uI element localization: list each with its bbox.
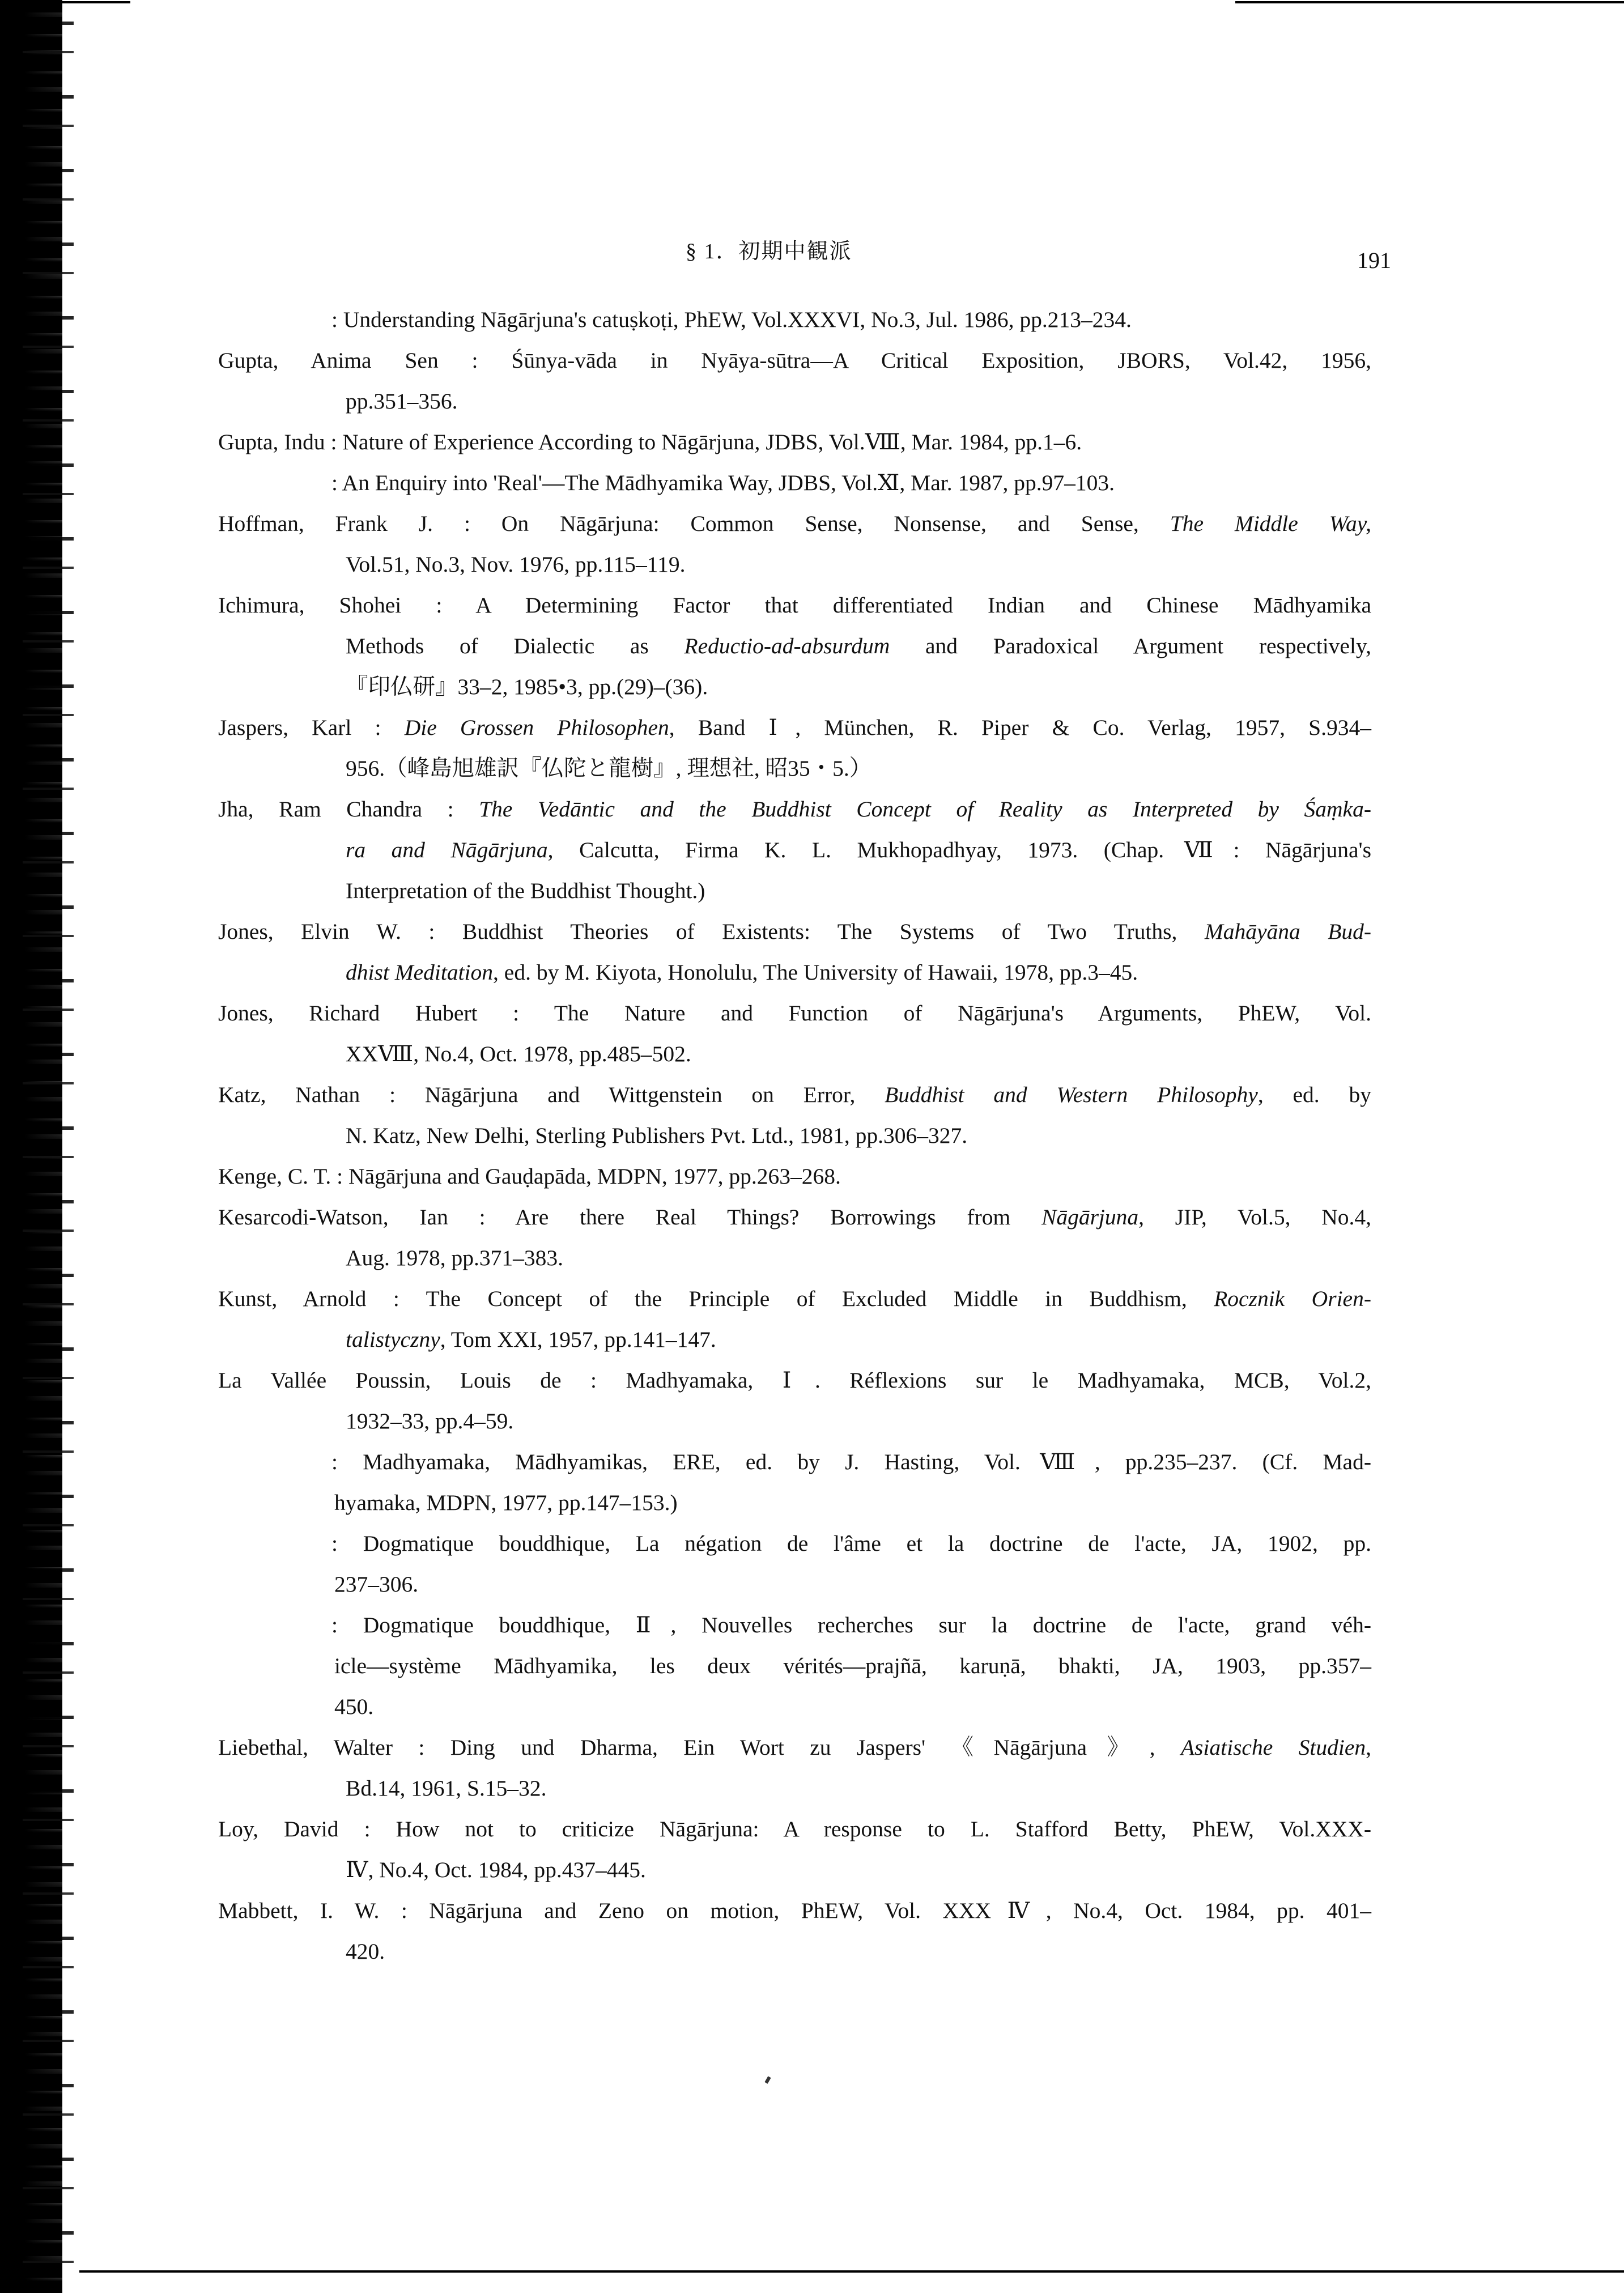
entry-first-line xyxy=(218,1278,1371,1319)
entry-first-line xyxy=(218,911,1371,952)
entry-first-line xyxy=(218,789,1371,829)
entry-first-line xyxy=(218,707,1371,748)
entry-continuation-line xyxy=(218,1115,1371,1156)
bibliography-ditto-entry xyxy=(218,1523,1371,1605)
entry-text: , ed. by xyxy=(1257,1082,1371,1107)
entry-continuation-line xyxy=(218,1768,1371,1809)
entry-text: Hoffman, Frank J. : On Nāgārjuna: Common Sense, Nonsense, and Sense, xyxy=(218,511,1170,536)
entry-continuation-line xyxy=(218,666,1371,707)
entry-text: pp.351–356. xyxy=(346,389,458,414)
entry-text: Kesarcodi-Watson, Ian : Are there Real Things? Borrowings from xyxy=(218,1205,1041,1230)
bibliography-ditto-entry xyxy=(218,462,1371,503)
entry-text: XXⅧ, No.4, Oct. 1978, pp.485–502. xyxy=(346,1041,691,1066)
entry-first-line xyxy=(218,1523,1371,1564)
entry-text: Gupta, Indu : Nature of Experience According to Nāgārjuna, JDBS, Vol.Ⅷ, Mar. 1984, pp.1–6. xyxy=(218,429,1082,454)
scan-top-rule-left xyxy=(62,1,130,3)
bibliography-ditto-entry xyxy=(218,299,1371,340)
entry-text: , Tom XXI, 1957, pp.141–147. xyxy=(440,1327,716,1352)
entry-text: : Madhyamaka, Mādhyamikas, ERE, ed. by J. Hasting, Vol.Ⅷ, pp.235–237. (Cf. Mad- xyxy=(331,1449,1371,1474)
entry-continuation-line xyxy=(218,1564,1371,1605)
stray-ink-mark xyxy=(764,2076,771,2083)
entry-continuation-line xyxy=(218,381,1371,422)
entry-text: Loy, David : How not to criticize Nāgārjuna: A response to L. Stafford Betty, PhEW, Vol.XXX- xyxy=(218,1816,1371,1841)
entry-text: , JIP, Vol.5, No.4, xyxy=(1138,1205,1371,1230)
bibliography-entry xyxy=(218,1156,1371,1197)
entry-text: La Vallée Poussin, Louis de : Madhyamaka, Ⅰ. Réflexions sur le Madhyamaka, MCB, Vol.2, xyxy=(218,1368,1371,1393)
bibliography-entry xyxy=(218,585,1371,707)
entry-text: Kunst, Arnold : The Concept of the Principle of Excluded Middle in Buddhism, xyxy=(218,1286,1214,1311)
entry-text: 450. xyxy=(334,1694,374,1719)
entry-continuation-line xyxy=(218,1686,1371,1727)
entry-text: Interpretation of the Buddhist Thought.) xyxy=(346,878,705,903)
entry-first-line xyxy=(218,1605,1371,1645)
bibliography-entry xyxy=(218,1890,1371,1972)
entry-text: , Band Ⅰ, München, R. Piper & Co. Verlag, 1957, S.934– xyxy=(669,715,1371,740)
entry-text: Liebethal, Walter : Ding und Dharma, Ein Wort zu Jaspers' 《Nāgārjuna》, xyxy=(218,1735,1181,1760)
entry-first-line xyxy=(218,503,1371,544)
entry-text: Ⅳ, No.4, Oct. 1984, pp.437–445. xyxy=(346,1857,646,1882)
entry-text: Jones, Elvin W. : Buddhist Theories of Existents: The Systems of Two Truths, xyxy=(218,919,1205,944)
entry-first-line xyxy=(218,1441,1371,1482)
italic-title-text: Nāgārjuna xyxy=(1041,1205,1139,1230)
entry-continuation-line xyxy=(218,626,1371,666)
entry-first-line xyxy=(218,1727,1371,1768)
entry-first-line xyxy=(218,1156,1371,1197)
entry-continuation-line xyxy=(218,1237,1371,1278)
entry-text: Bd.14, 1961, S.15–32. xyxy=(346,1776,547,1801)
italic-title-text: ra and Nāgārjuna xyxy=(346,837,548,862)
entry-continuation-line xyxy=(218,1931,1371,1972)
entry-text: , ed. by M. Kiyota, Honolulu, The University of Hawaii, 1978, pp.3–45. xyxy=(493,960,1138,985)
bibliography-ditto-entry xyxy=(218,1605,1371,1727)
italic-title-text: dhist Meditation xyxy=(346,960,494,985)
entry-continuation-line xyxy=(218,748,1371,789)
entry-text: 1932–33, pp.4–59. xyxy=(346,1409,514,1433)
entry-first-line xyxy=(218,340,1371,381)
italic-title-text: Rocznik Orien- xyxy=(1214,1286,1371,1311)
entry-text: Gupta, Anima Sen : Śūnya-vāda in Nyāya-sūtra—A Critical Exposition, JBORS, Vol.42, 1956, xyxy=(218,348,1371,373)
bibliography-entry xyxy=(218,789,1371,911)
entry-first-line xyxy=(218,1197,1371,1237)
entry-text: 『印仏研』33–2, 1985•3, pp.(29)–(36). xyxy=(346,674,708,699)
bibliography-entry xyxy=(218,422,1371,462)
bibliography-entry xyxy=(218,1809,1371,1890)
entry-text: Aug. 1978, pp.371–383. xyxy=(346,1245,564,1270)
italic-title-text: Reductio-ad-absurdum xyxy=(684,633,890,658)
entry-first-line xyxy=(218,299,1371,340)
entry-text: , xyxy=(1366,1735,1372,1760)
entry-first-line xyxy=(218,585,1371,626)
italic-title-text: Asiatische Studien xyxy=(1180,1735,1366,1760)
bibliography-entry xyxy=(218,503,1371,585)
entry-text: Jha, Ram Chandra : xyxy=(218,797,479,822)
entry-text: , Calcutta, Firma K. L. Mukhopadhyay, 1973. (Chap.Ⅶ: Nāgārjuna's xyxy=(547,837,1371,862)
entry-first-line xyxy=(218,1360,1371,1401)
entry-continuation-line xyxy=(218,1645,1371,1686)
entry-text: 956.（峰島旭雄訳『仏陀と龍樹』, 理想社, 昭35・5.） xyxy=(346,756,872,781)
italic-title-text: talistyczny xyxy=(346,1327,440,1352)
entry-text: : An Enquiry into 'Real'—The Mādhyamika Way, JDBS, Vol.Ⅺ, Mar. 1987, pp.97–103. xyxy=(331,470,1115,495)
italic-title-text: Die Grossen Philosophen xyxy=(404,715,669,740)
entry-continuation-line xyxy=(218,1033,1371,1074)
entry-first-line xyxy=(218,1809,1371,1849)
entry-text: N. Katz, New Delhi, Sterling Publishers Pvt. Ltd., 1981, pp.306–327. xyxy=(346,1123,968,1148)
entry-text: Ichimura, Shohei : A Determining Factor that differentiated Indian and Chinese Mādhyamika xyxy=(218,593,1371,618)
entry-first-line xyxy=(218,993,1371,1033)
entry-text: 237–306. xyxy=(334,1572,419,1597)
entry-continuation-line xyxy=(218,1319,1371,1360)
bibliography-list xyxy=(218,299,1371,1972)
bibliography-entry xyxy=(218,1074,1371,1156)
entry-text: Kenge, C. T. : Nāgārjuna and Gauḍapāda, MDPN, 1977, pp.263–268. xyxy=(218,1164,841,1189)
entry-continuation-line xyxy=(218,544,1371,585)
scan-edge-noise xyxy=(23,0,74,2293)
scan-top-rule-right xyxy=(1235,1,1624,3)
entry-first-line xyxy=(218,422,1371,462)
bibliography-entry xyxy=(218,707,1371,789)
entry-text: : Dogmatique bouddhique, La négation de l'âme et la doctrine de l'acte, JA, 1902, pp. xyxy=(331,1531,1371,1556)
scan-bottom-rule xyxy=(79,2270,1624,2273)
bibliography-entry xyxy=(218,1727,1371,1809)
entry-continuation-line xyxy=(218,870,1371,911)
bibliography-entry xyxy=(218,911,1371,993)
entry-text: and Paradoxical Argument respectively, xyxy=(890,633,1372,658)
bibliography-ditto-entry xyxy=(218,1441,1371,1523)
entry-text: Jaspers, Karl : xyxy=(218,715,405,740)
running-header: § 1．初期中観派 xyxy=(686,240,852,263)
entry-text: hyamaka, MDPN, 1977, pp.147–153.) xyxy=(334,1490,678,1515)
entry-text: Mabbett, I. W. : Nāgārjuna and Zeno on motion, PhEW, Vol. XXXⅣ, No.4, Oct. 1984, pp. 401– xyxy=(218,1898,1371,1923)
entry-text: Katz, Nathan : Nāgārjuna and Wittgenstein on Error, xyxy=(218,1082,885,1107)
entry-continuation-line xyxy=(218,952,1371,993)
entry-text: 420. xyxy=(346,1939,385,1964)
italic-title-text: The Middle Way, xyxy=(1170,511,1372,536)
entry-continuation-line xyxy=(218,829,1371,870)
entry-first-line xyxy=(218,462,1371,503)
entry-continuation-line xyxy=(218,1849,1371,1890)
entry-text: Jones, Richard Hubert : The Nature and Function of Nāgārjuna's Arguments, PhEW, Vol. xyxy=(218,1001,1371,1026)
bibliography-entry xyxy=(218,1278,1371,1360)
bibliography-entry xyxy=(218,993,1371,1074)
bibliography-entry xyxy=(218,340,1371,422)
entry-text: Methods of Dialectic as xyxy=(346,633,685,658)
italic-title-text: The Vedāntic and the Buddhist Concept of Reality as Interpreted by Śaṃka- xyxy=(479,797,1371,822)
entry-text: Vol.51, No.3, Nov. 1976, pp.115–119. xyxy=(346,552,686,577)
entry-continuation-line xyxy=(218,1482,1371,1523)
entry-text: icle—système Mādhyamika, les deux vérités—prajñā, karuṇā, bhakti, JA, 1903, pp.357– xyxy=(334,1653,1371,1678)
bibliography-entry xyxy=(218,1197,1371,1278)
italic-title-text: Buddhist and Western Philosophy xyxy=(885,1082,1258,1107)
entry-continuation-line xyxy=(218,1401,1371,1441)
bibliography-entry xyxy=(218,1360,1371,1441)
italic-title-text: Mahāyāna Bud- xyxy=(1204,919,1371,944)
entry-first-line xyxy=(218,1890,1371,1931)
page-number: 191 xyxy=(1357,248,1391,273)
entry-text: : Understanding Nāgārjuna's catuṣkoṭi, PhEW, Vol.XXXVI, No.3, Jul. 1986, pp.213–234. xyxy=(331,307,1132,332)
entry-text: : Dogmatique bouddhique, Ⅱ, Nouvelles recherches sur la doctrine de l'acte, grand véh- xyxy=(331,1613,1371,1637)
entry-first-line xyxy=(218,1074,1371,1115)
